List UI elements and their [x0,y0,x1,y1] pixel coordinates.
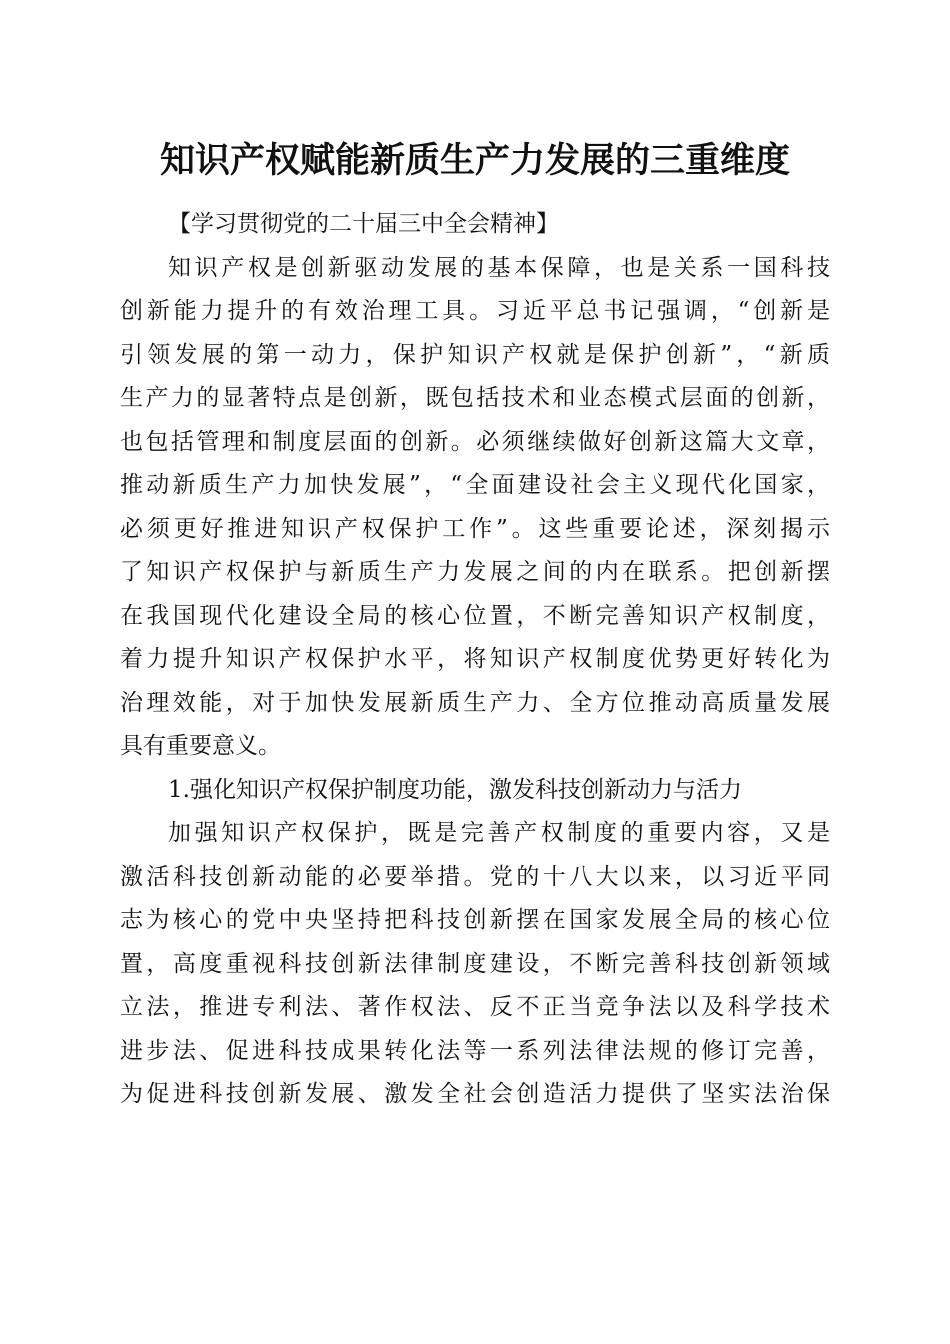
paragraph-line: 志为核心的党中央坚持把科技创新摆在国家发展全局的核心位 [120,907,830,933]
paragraph-line: 立法，推进专利法、著作权法、反不正当竞争法以及科学技术 [120,994,830,1020]
paragraph-line: 加强知识产权保护，既是完善产权制度的重要内容，又是 [168,820,830,846]
paragraph-line: 推动新质生产力加快发展”，“全面建设社会主义现代化国家， [120,472,830,498]
paragraph-line: 引领发展的第一动力，保护知识产权就是保护创新”，“新质 [120,341,830,368]
paragraph-line: 了知识产权保护与新质生产力发展之间的内在联系。把创新摆 [120,559,830,585]
paragraph-line: 进步法、促进科技成果转化法等一系列法律法规的修订完善， [120,1037,830,1064]
paragraph-line: 也包括管理和制度层面的创新。必须继续做好创新这篇大文章， [120,428,830,455]
section-heading: 1.强化知识产权保护制度功能，激发科技创新动力与活力 [168,776,742,803]
document-body [120,203,830,1117]
paragraph-line: 知识产权是创新驱动发展的基本保障，也是关系一国科技 [168,254,830,281]
subtitle-line: 【学习贯彻党的二十届三中全会精神】 [168,211,559,237]
paragraph-line: 治理效能，对于加快发展新质生产力、全方位推动高质量发展 [120,689,830,716]
paragraph-line: 为促进科技创新发展、激发全社会创造活力提供了坚实法治保 [120,1081,830,1107]
paragraph-line: 创新能力提升的有效治理工具。习近平总书记强调，“创新是 [120,298,830,324]
paragraph-line: 生产力的显著特点是创新，既包括技术和业态模式层面的创新， [120,385,830,411]
paragraph-line: 必须更好推进知识产权保护工作”。这些重要论述，深刻揭示 [120,515,830,542]
paragraph-line: 置，高度重视科技创新法律制度建设，不断完善科技创新领域 [120,950,830,977]
paragraph-line: 在我国现代化建设全局的核心位置，不断完善知识产权制度， [120,602,830,629]
paragraph-line: 着力提升知识产权保护水平，将知识产权制度优势更好转化为 [120,646,830,672]
document-title: 知识产权赋能新质生产力发展的三重维度 [159,140,790,181]
paragraph-line: 具有重要意义。 [120,733,281,759]
paragraph-line: 激活科技创新动能的必要举措。党的十八大以来，以习近平同 [120,863,830,890]
